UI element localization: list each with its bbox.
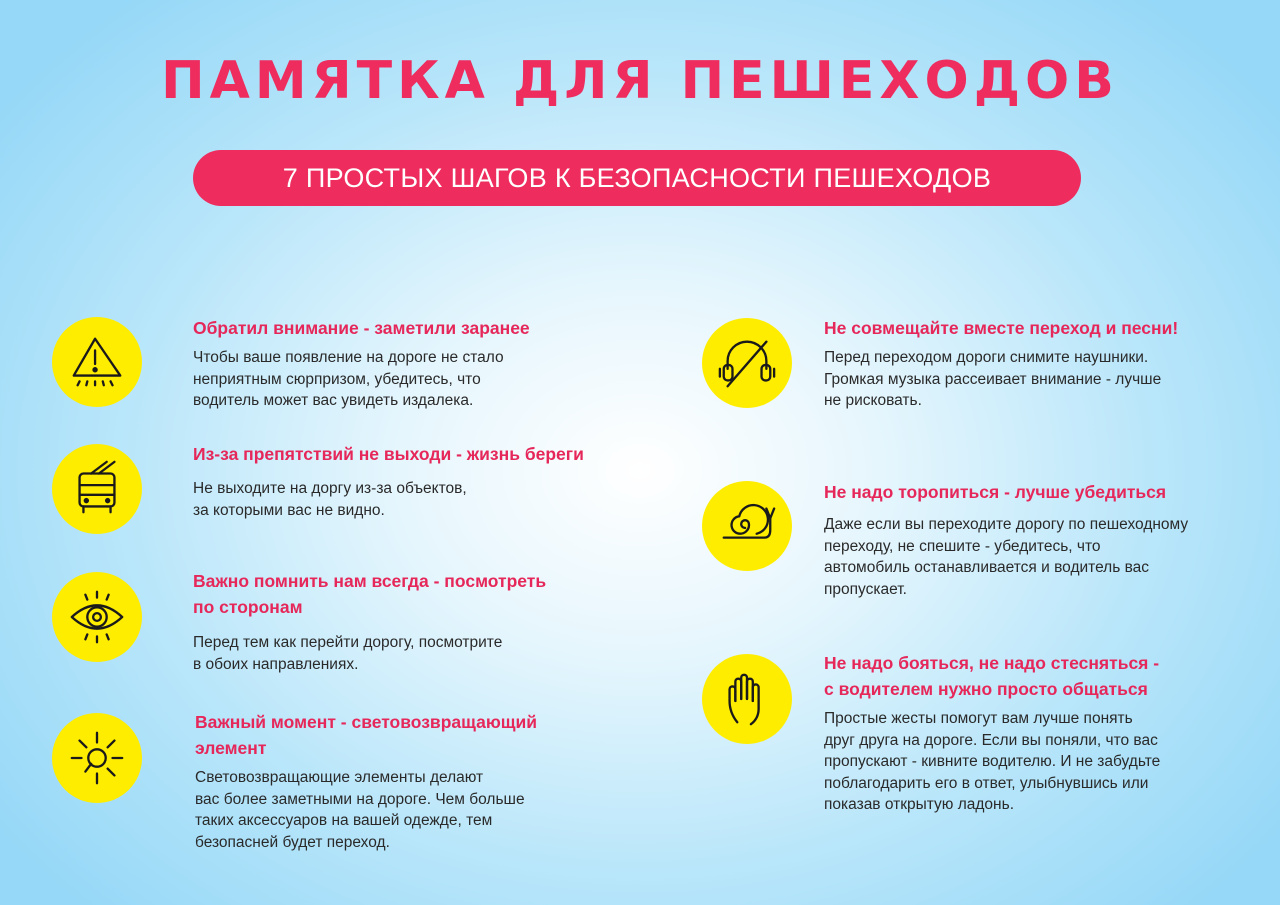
tip-body-line: пропускает. bbox=[824, 580, 907, 598]
tip-body-line: водитель может вас увидеть издалека. bbox=[193, 392, 474, 409]
tip-title bbox=[195, 709, 655, 761]
reflector-icon bbox=[66, 727, 128, 789]
icon-badge bbox=[702, 481, 792, 571]
tip-title bbox=[824, 315, 1264, 341]
tip-title-line: Из-за препятствий не выходи - жизнь береги bbox=[193, 444, 584, 464]
tip-body-line: Не выходите на доргу из-за объектов, bbox=[193, 480, 467, 497]
tip-body-line: Световозвращающие элементы делают bbox=[195, 769, 484, 786]
tip-body bbox=[193, 478, 653, 521]
tip-body bbox=[195, 767, 655, 853]
tip-title-line: Не совмещайте вместе переход и песни! bbox=[824, 318, 1179, 338]
tip-title bbox=[824, 650, 1264, 702]
tip-body-line: пропускают - кивните водителю. И не забудьте bbox=[824, 753, 1161, 770]
tip-body-line: за которыми вас не видно. bbox=[193, 501, 385, 519]
tip-body-line: Даже если вы переходите дорогу по пешеходному bbox=[824, 516, 1189, 533]
tip-body-line: поблагодарить его в ответ, улыбнувшись или bbox=[824, 774, 1149, 792]
tip-title bbox=[193, 568, 653, 620]
tip-title-line: элемент bbox=[195, 738, 267, 758]
tip-body-line: неприятным сюрпризом, убедитесь, что bbox=[193, 370, 481, 388]
tip-title bbox=[193, 315, 643, 341]
tip-body bbox=[824, 347, 1264, 412]
tip-body bbox=[193, 347, 643, 412]
tip-body-line: переходу, не спешите - убедитесь, что bbox=[824, 537, 1101, 555]
snail-icon bbox=[716, 495, 778, 557]
icon-badge bbox=[702, 318, 792, 408]
tip-title bbox=[824, 479, 1264, 505]
trolleybus-icon bbox=[66, 458, 128, 520]
subtitle-banner: 7 ПРОСТЫХ ШАГОВ К БЕЗОПАСНОСТИ ПЕШЕХОДОВ bbox=[193, 150, 1081, 206]
tip-title-line: Важный момент - световозвращающий bbox=[195, 712, 538, 732]
tip-body bbox=[824, 708, 1264, 816]
tip-body-line: Перед тем как перейти дорогу, посмотрите bbox=[193, 634, 503, 651]
no-headphones-icon bbox=[716, 332, 778, 394]
tip-body-line: друг друга на дороге. Если вы поняли, что вас bbox=[824, 731, 1158, 749]
tip-body-line: таких аксессуаров на вашей одежде, тем bbox=[195, 812, 493, 829]
icon-badge bbox=[52, 317, 142, 407]
icon-badge bbox=[52, 572, 142, 662]
tip-body-line: вас более заметными на дороге. Чем больше bbox=[195, 790, 525, 808]
raised-hand-icon bbox=[716, 668, 778, 730]
tip-title-line: Обратил внимание - заметили заранее bbox=[193, 318, 530, 338]
tip-title-line: Не надо торопиться - лучше убедиться bbox=[824, 482, 1167, 502]
tip-title-line: Не надо бояться, не надо стесняться - bbox=[824, 653, 1160, 673]
tip-body bbox=[824, 514, 1264, 600]
page-title: ПАМЯТКА ДЛЯ ПЕШЕХОДОВ bbox=[161, 51, 1119, 111]
tip-title-line: по сторонам bbox=[193, 597, 303, 617]
tip-title bbox=[193, 441, 653, 467]
tip-body-line: Простые жесты помогут вам лучше понять bbox=[824, 710, 1133, 727]
icon-badge bbox=[52, 444, 142, 534]
icon-badge bbox=[52, 713, 142, 803]
tip-body-line: Чтобы ваше появление на дороге не стало bbox=[193, 349, 504, 366]
tip-title-line: Важно помнить нам всегда - посмотреть bbox=[193, 571, 547, 591]
icon-badge bbox=[702, 654, 792, 744]
eye-icon bbox=[66, 586, 128, 648]
tip-body-line: Громкая музыка рассеивает внимание - лучше bbox=[824, 370, 1162, 388]
warning-triangle-icon bbox=[66, 331, 128, 393]
tip-body-line: безопасней будет переход. bbox=[195, 833, 390, 851]
tip-body-line: не рисковать. bbox=[824, 392, 922, 409]
tip-body-line: в обоих направлениях. bbox=[193, 655, 359, 673]
tip-body-line: Перед переходом дороги снимите наушники. bbox=[824, 349, 1149, 366]
tip-body bbox=[193, 632, 653, 675]
tip-body-line: автомобиль останавливается и водитель вас bbox=[824, 559, 1150, 576]
tip-body-line: показав открытую ладонь. bbox=[824, 796, 1014, 813]
tip-title-line: с водителем нужно просто общаться bbox=[824, 679, 1148, 699]
